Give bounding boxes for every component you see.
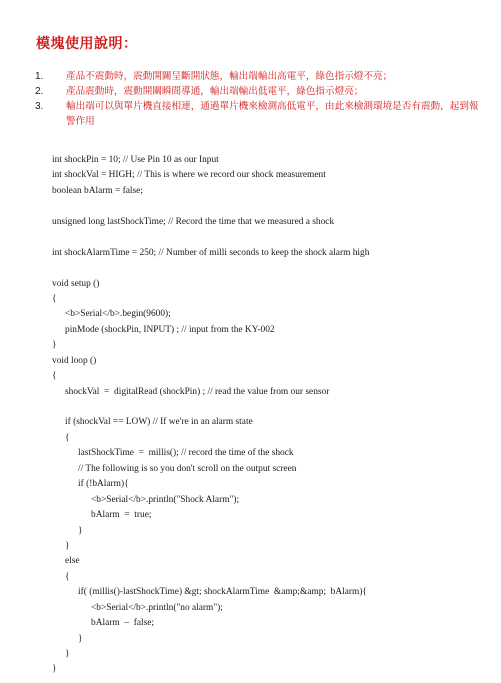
code-line: }	[52, 664, 57, 675]
code-line: if (shockVal == LOW) // If we're in an alarm state	[65, 417, 253, 428]
usage-notes-list	[33, 69, 483, 129]
code-line	[52, 230, 492, 245]
code-line: <b>Serial</b>.println("Shock Alarm");	[91, 494, 240, 505]
code-listing	[52, 153, 492, 678]
code-line: unsigned long lastShockTime; // Record the time that we measured a shock	[52, 216, 335, 227]
code-line: shockVal = digitalRead (shockPin) ; // read the value from our sensor	[65, 386, 330, 397]
code-line: void loop ()	[52, 355, 97, 366]
code-line	[52, 261, 492, 276]
code-line: {	[65, 432, 70, 443]
code-line: {	[52, 371, 57, 382]
code-line: pinMode (shockPin, INPUT) ; // input from the KY-002	[65, 324, 275, 335]
code-line	[52, 400, 492, 415]
code-line: }	[65, 540, 70, 551]
code-line: else	[65, 556, 80, 567]
code-line: if (!bAlarm){	[78, 479, 129, 490]
note-number: 1.	[35, 71, 44, 82]
code-line: }	[78, 525, 83, 536]
code-line: bAlarm – false;	[91, 618, 155, 629]
code-line: int shockVal = HIGH; // This is where we record our shock measurement	[52, 170, 326, 181]
note-text: 產品震動時，震動開關瞬間導通，輸出端輸出低電平，綠色指示燈亮；	[66, 86, 364, 97]
code-line: <b>Serial</b>.println("no alarm");	[91, 602, 223, 613]
code-line: if( (millis()-lastShockTime) &gt; shockAlarmTime &amp;&amp; bAlarm){	[78, 587, 367, 598]
note-number: 3.	[35, 101, 44, 112]
code-line: // The following is so you don't scroll on the output screen	[78, 463, 297, 474]
usage-note	[33, 84, 483, 99]
code-line: int shockPin = 10; // Use Pin 10 as our Input	[52, 155, 219, 165]
code-line: {	[52, 293, 57, 304]
usage-note	[33, 69, 483, 84]
usage-note	[33, 99, 483, 129]
code-line: }	[52, 340, 57, 351]
code-line: boolean bAlarm = false;	[52, 185, 143, 196]
page-title: 模塊使用說明：	[36, 36, 138, 52]
code-line: }	[65, 649, 70, 659]
note-text: 輸出端可以與單片機直接相連，通過單片機來檢測高低電平，由此來檢測環境是否有震動，起到報警作用	[66, 101, 479, 127]
code-line: void setup ()	[52, 278, 100, 289]
note-number: 2.	[35, 86, 44, 97]
code-line	[52, 199, 492, 214]
code-line: bAlarm = true;	[91, 510, 152, 521]
code-line: <b>Serial</b>.begin(9600);	[65, 309, 171, 320]
code-line: {	[65, 571, 70, 582]
note-text: 產品不震動時，震動開關呈斷開狀態，輸出端輸出高電平，綠色指示燈不亮；	[66, 71, 393, 82]
code-line: int shockAlarmTime = 250; // Number of milli seconds to keep the shock alarm high	[52, 247, 370, 258]
code-line: }	[78, 633, 83, 644]
code-line: lastShockTime = millis(); // record the time of the shock	[78, 448, 294, 459]
